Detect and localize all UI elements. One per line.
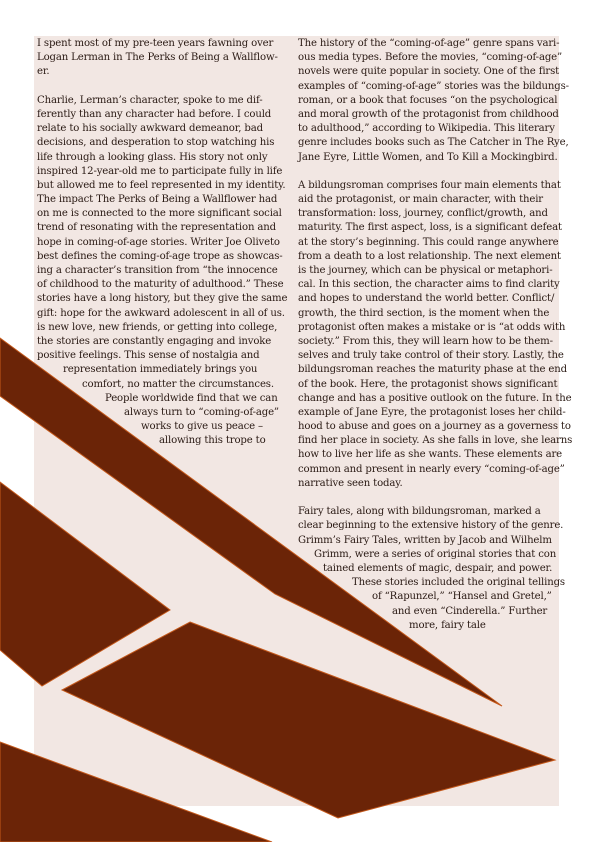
text-line: er.	[37, 66, 50, 78]
text-line: the stories are constantly engaging and invoke	[37, 335, 272, 347]
text-line: find her place in society. As she falls in love, she learns	[298, 435, 573, 447]
text-line: how to live her life as she wants. These elements are	[298, 449, 563, 461]
text-line: more, fairy tale	[409, 619, 486, 631]
text-line: positive feelings. This sense of nostalgia and	[37, 350, 260, 362]
text-line: allowing this trope to	[159, 435, 266, 447]
text-line: is the journey, which can be physical or metaphori-	[298, 265, 553, 276]
text-line: People worldwide find that we can	[105, 392, 278, 404]
text-line: maturity. The first aspect, loss, is a significant defeat	[298, 222, 562, 234]
text-line: on me is connected to the more significant social	[37, 208, 282, 220]
text-line: transformation: loss, journey, conflict/growth, and	[298, 208, 548, 220]
text-line: Jane Eyre, Little Women, and To Kill a Mockingbird.	[298, 151, 558, 163]
text-line: works to give us peace –	[141, 421, 263, 433]
text-line: and hopes to understand the world better. Conflict/	[298, 293, 555, 305]
text-line: at the story’s beginning. This could range anywhere	[298, 236, 559, 248]
text-line: The impact The Perks of Being a Wallflower had	[37, 194, 278, 206]
text-line: bildungsroman reaches the maturity phase at the end	[298, 364, 567, 376]
text-line: The history of the “coming-of-age” genre spans vari-	[298, 38, 560, 49]
center-parallelogram-shape	[62, 622, 555, 818]
text-line: always turn to “coming-of-age”	[124, 406, 279, 418]
text-line: ing a character’s transition from “the innocence	[37, 265, 278, 276]
text-line: cal. In this section, the character aims to find clarity	[298, 279, 560, 291]
text-line: society.” From this, they will learn how to be them-	[298, 335, 553, 347]
text-line: Charlie, Lerman’s character, spoke to me dif-	[37, 94, 263, 106]
text-line: decisions, and desperation to stop watching his	[37, 137, 275, 149]
text-line: selves and truly take control of their story. Lastly, the	[298, 350, 564, 362]
text-line: roman, or a book that focuses “on the psychological	[298, 94, 558, 106]
text-line: I spent most of my pre-teen years fawning over	[37, 38, 274, 49]
text-line: A bildungsroman comprises four main elements that	[298, 179, 561, 191]
text-line: Fairy tales, along with bildungsroman, marked a	[298, 506, 541, 518]
text-line: hood to abuse and goes on a journey as a governess to	[298, 421, 571, 433]
text-line: life through a looking glass. His story not only	[37, 151, 268, 163]
text-line: narrative seen today.	[298, 477, 403, 489]
text-line: protagonist often makes a mistake or is “at odds with	[298, 321, 566, 333]
text-line: and moral growth of the protagonist from childhood	[298, 108, 559, 120]
text-line: ferently than any character had before. I could	[37, 108, 272, 120]
text-line: tained elements of magic, despair, and power.	[323, 562, 553, 574]
text-line: genre includes books such as The Catcher in The Rye,	[298, 137, 569, 149]
text-line: trend of resonating with the representation and	[37, 222, 276, 234]
text-line: These stories included the original tellings	[352, 577, 565, 589]
text-line: but allowed me to feel represented in my identity.	[37, 179, 286, 191]
text-line: gift: hope for the awkward adolescent in all of us.	[37, 307, 285, 319]
text-line: growth, the third section, is the moment when the	[298, 307, 550, 319]
text-line: of “Rapunzel,” “Hansel and Gretel,”	[372, 591, 552, 603]
text-line: hope in coming-of-age stories. Writer Joe Oliveto	[37, 236, 280, 248]
text-line: relate to his socially awkward demeanor, bad	[37, 123, 263, 135]
text-line: change and has a positive outlook on the future. In the	[298, 392, 572, 404]
text-line: novels were quite popular in society. One of the first	[298, 66, 560, 78]
text-line: comfort, no matter the circumstances.	[82, 378, 274, 390]
text-line: Grimm’s Fairy Tales, written by Jacob and Wilhelm	[298, 534, 552, 546]
text-line: ous media types. Before the movies, “coming-of-age”	[298, 52, 563, 64]
text-line: and even “Cinderella.” Further	[392, 605, 548, 617]
text-line: inspired 12-year-old me to participate fully in life	[37, 165, 283, 177]
text-line: is new love, new friends, or getting into college,	[37, 321, 278, 333]
text-line: of the book. Here, the protagonist shows significant	[298, 378, 558, 390]
text-line: representation immediately brings you	[63, 364, 258, 376]
text-line: clear beginning to the extensive history of the genre.	[298, 520, 564, 532]
text-line: from a death to a lost relationship. The next element	[298, 250, 561, 262]
text-line: best defines the coming-of-age trope as showcas-	[37, 250, 283, 262]
text-line: to adulthood,” according to Wikipedia. This literary	[298, 123, 555, 135]
text-line: Logan Lerman in The Perks of Being a Wallflow-	[37, 52, 278, 64]
text-line: of childhood to the maturity of adulthood.” These	[37, 279, 284, 291]
text-line: Grimm, were a series of original stories that con	[314, 548, 557, 560]
text-line: examples of “coming-of-age” stories was the bildungs-	[298, 80, 569, 92]
text-line: example of Jane Eyre, the protagonist loses her child-	[298, 406, 566, 418]
text-line: stories have a long history, but they give the same	[37, 293, 288, 305]
text-line: aid the protagonist, or main character, with their	[298, 194, 543, 206]
text-line: common and present in nearly every “coming-of-age”	[298, 463, 565, 475]
